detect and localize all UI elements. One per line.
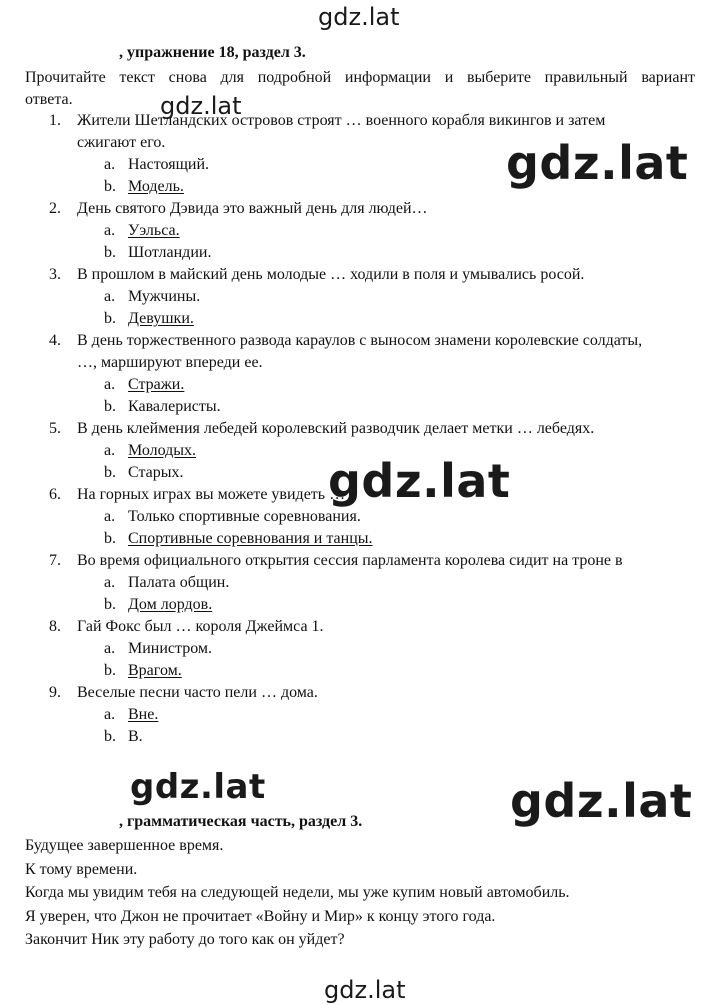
question-number: 9.: [49, 684, 61, 701]
question-text: Гай Фокс был … короля Джеймса 1.: [77, 618, 324, 635]
question-text: сжигают его.: [77, 134, 166, 151]
answer-option: [0, 286, 720, 308]
answer-option: [0, 704, 720, 726]
question-text: Во время официального открытия сессия парламента королева сидит на троне в: [77, 552, 623, 569]
option-letter: b.: [104, 178, 116, 195]
answer-option: [0, 242, 720, 264]
grammar-section: [25, 834, 705, 952]
question-number: 7.: [49, 552, 61, 569]
question-text: Жители Шетландских островов строят … военного корабля викингов и затем: [77, 112, 606, 129]
option-text: Министром.: [128, 640, 213, 657]
question-item: [0, 550, 720, 616]
question-list: [0, 110, 720, 748]
question-text: На горных играх вы можете увидеть …: [77, 486, 346, 503]
correct-answer-text: Врагом.: [128, 662, 182, 679]
option-letter: a.: [104, 288, 116, 305]
instructions-line-2: ответа.: [25, 91, 73, 108]
question-text: В прошлом в майский день молодые … ходили в поля и умывались росой.: [77, 266, 585, 283]
question-number: 2.: [49, 200, 61, 217]
correct-answer-text: Уэльса.: [128, 222, 180, 239]
question-number: 4.: [49, 332, 61, 349]
answer-option: [0, 594, 720, 616]
correct-answer-text: Спортивные соревнования и танцы.: [128, 530, 373, 547]
answer-option: [0, 572, 720, 594]
question-item: [0, 616, 720, 682]
question-number: 5.: [49, 420, 61, 437]
option-text: Мужчины.: [128, 288, 201, 305]
correct-answer-text: Вне.: [128, 706, 159, 723]
grammar-line: Я уверен, что Джон не прочитает «Войну и Мир» к концу этого года.: [25, 907, 496, 925]
question-item: [0, 682, 720, 748]
question-text: …, маршируют впереди ее.: [77, 354, 263, 371]
watermark-right-upper: gdz.lat: [506, 136, 689, 190]
option-letter: b.: [104, 464, 116, 481]
answer-option: [0, 638, 720, 660]
question-number: 1.: [49, 112, 61, 129]
option-text: Шотландии.: [128, 244, 212, 261]
correct-answer-text: Дом лордов.: [128, 596, 213, 613]
correct-answer-text: Модель.: [128, 178, 184, 195]
answer-option: [0, 220, 720, 242]
option-letter: b.: [104, 662, 116, 679]
option-text: Кавалеристы.: [128, 398, 221, 415]
correct-answer-text: Стражи.: [128, 376, 185, 393]
question-text: Веселые песни часто пели … дома.: [77, 684, 318, 701]
watermark-right-lower: gdz.lat: [510, 774, 693, 828]
option-letter: a.: [104, 376, 116, 393]
answer-option: [0, 528, 720, 550]
option-letter: a.: [104, 574, 116, 591]
answer-option: [0, 308, 720, 330]
question-number: 6.: [49, 486, 61, 503]
watermark-left-upper: gdz.lat: [160, 92, 242, 120]
correct-answer-text: Молодых.: [128, 442, 197, 459]
answer-option: [0, 660, 720, 682]
grammar-line: Когда мы увидим тебя на следующей недели, мы уже купим новый автомобиль.: [25, 884, 570, 901]
grammar-line: К тому времени.: [25, 860, 138, 878]
option-letter: a.: [104, 156, 116, 173]
option-letter: a.: [104, 640, 116, 657]
grammar-heading: , грамматическая часть, раздел 3.: [119, 813, 363, 830]
exercise-heading: , упражнение 18, раздел 3.: [119, 44, 306, 61]
option-letter: b.: [104, 398, 116, 415]
option-text: Старых.: [128, 464, 184, 481]
answer-option: [0, 396, 720, 418]
option-letter: a.: [104, 706, 116, 723]
question-text: День святого Дэвида это важный день для людей…: [77, 200, 428, 217]
answer-option: [0, 506, 720, 528]
watermark-left-lower: gdz.lat: [130, 767, 266, 807]
question-number: 3.: [49, 266, 61, 283]
option-text: Палата общин.: [128, 574, 230, 591]
instructions-line-1: Прочитайте текст снова для подробной информации и выберите правильный вариант: [25, 69, 695, 86]
question-text: В день торжественного развода караулов с выносом знамени королевские солдаты,: [77, 332, 643, 349]
option-letter: b.: [104, 530, 116, 547]
option-letter: a.: [104, 442, 116, 459]
instructions: [25, 67, 695, 111]
question-item: [0, 264, 720, 330]
option-letter: b.: [104, 310, 116, 327]
grammar-line: Будущее завершенное время.: [25, 837, 224, 854]
answer-option: [0, 374, 720, 396]
grammar-line: Закончит Ник эту работу до того как он уйдет?: [25, 931, 345, 948]
option-letter: b.: [104, 244, 116, 261]
option-letter: b.: [104, 596, 116, 613]
question-number: 8.: [49, 618, 61, 635]
option-text: Только спортивные соревнования.: [128, 508, 361, 525]
option-letter: b.: [104, 728, 116, 745]
question-item: [0, 330, 720, 418]
question-text: В день клеймения лебедей королевский разводчик делает метки … лебедях.: [77, 420, 595, 437]
option-letter: a.: [104, 222, 116, 239]
option-text: В.: [128, 728, 143, 745]
option-text: Настоящий.: [128, 156, 210, 173]
watermark-center: gdz.lat: [328, 454, 511, 508]
correct-answer-text: Девушки.: [128, 310, 194, 327]
watermark-top: gdz.lat: [318, 3, 400, 31]
option-letter: a.: [104, 508, 116, 525]
watermark-bottom: gdz.lat: [324, 976, 406, 1004]
answer-option: [0, 726, 720, 748]
question-item: [0, 198, 720, 264]
